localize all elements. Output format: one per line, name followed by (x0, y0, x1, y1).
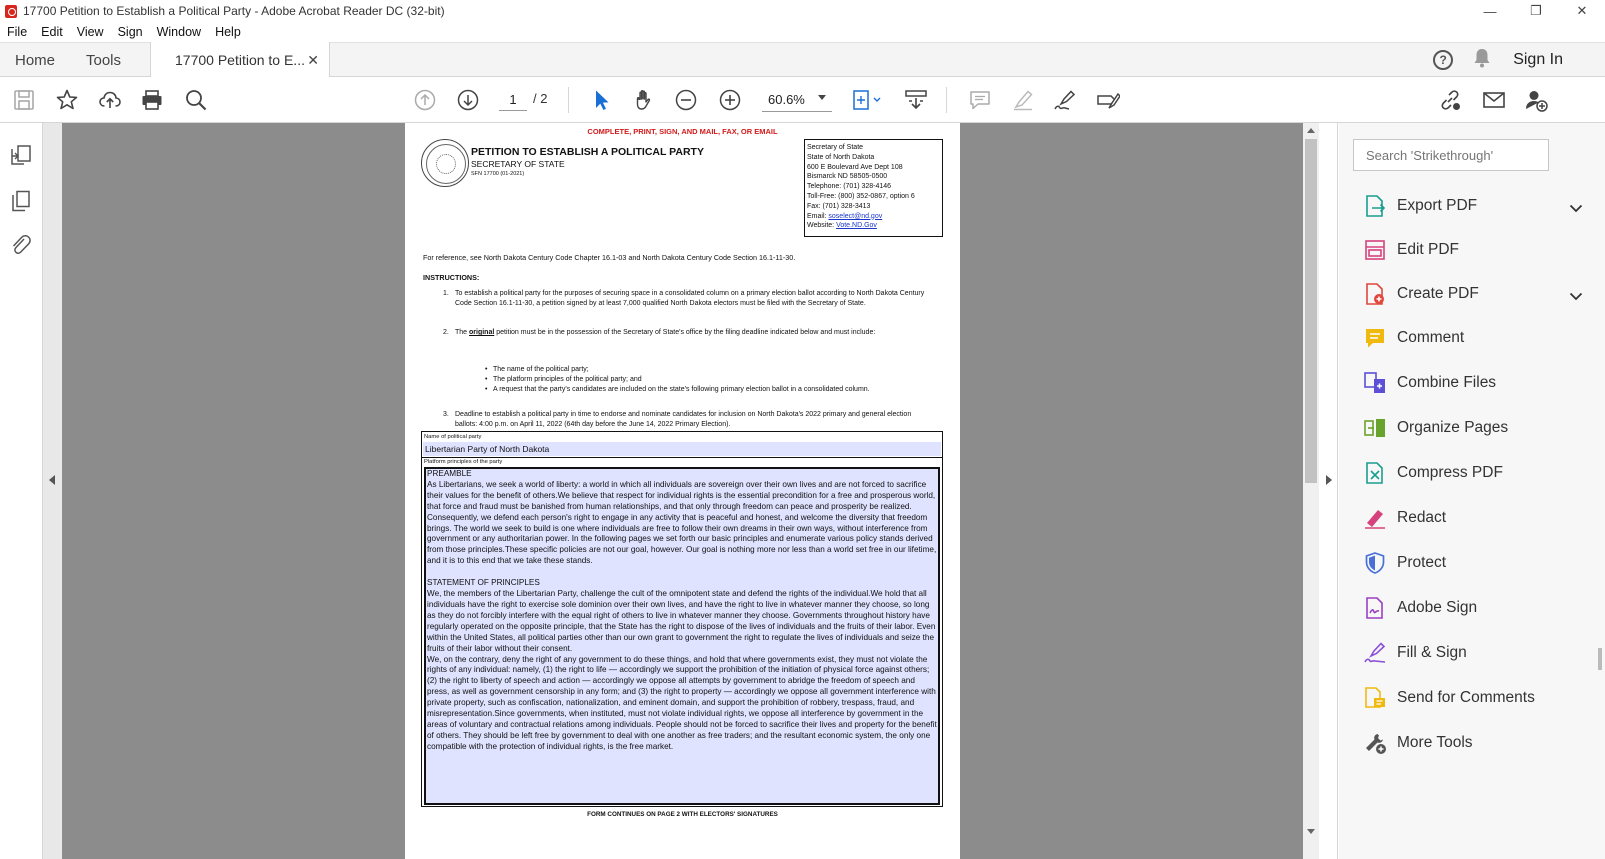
tool-label: Compress PDF (1397, 464, 1503, 481)
adobe-sign-icon (1363, 596, 1387, 620)
scrollbar-thumb[interactable] (1305, 139, 1317, 483)
help-icon[interactable]: ? (1433, 50, 1453, 70)
zoom-level-select[interactable] (762, 88, 832, 112)
tool-label: Send for Comments (1397, 689, 1535, 706)
address-line: Bismarck ND 58505-0500 (807, 173, 888, 181)
page-thumbnails-icon[interactable] (9, 143, 33, 167)
email-label: Email: (807, 212, 829, 220)
share-link-icon[interactable] (1437, 87, 1463, 113)
highlight-pen-icon[interactable] (1010, 87, 1036, 113)
address-line: Toll-Free: (800) 352-0867, option 6 (807, 192, 915, 200)
tool-label: Protect (1397, 554, 1447, 571)
more-tools-icon (1363, 731, 1387, 755)
tool-comment[interactable] (1363, 324, 1583, 352)
chevron-down-icon (818, 95, 826, 100)
tools-search-input[interactable] (1353, 139, 1549, 171)
title-bar (0, 0, 1605, 22)
bullet-item: • A request that the party's candidates are included on the state's following primary election ballot in a consolidated column. (493, 385, 870, 395)
left-navigation-rail (0, 123, 43, 859)
tool-fill-sign[interactable] (1363, 639, 1583, 667)
tool-create-pdf[interactable] (1363, 280, 1583, 308)
bullet-item: • The name of the political party; (493, 365, 589, 375)
tab-bar (0, 42, 1605, 77)
menu-view[interactable]: View (76, 25, 104, 39)
comment-note-icon[interactable] (967, 87, 993, 113)
tool-protect[interactable] (1363, 549, 1583, 577)
page-total: / 2 (533, 91, 548, 106)
address-line: State of North Dakota (807, 153, 875, 161)
combine-files-icon (1363, 371, 1387, 395)
sign-in-button[interactable]: Sign In (1513, 51, 1563, 68)
instruction-emphasis: original (469, 329, 495, 336)
protect-icon (1363, 551, 1387, 575)
website-link[interactable]: Vote.ND.Gov (836, 222, 877, 230)
document-viewport[interactable] (62, 123, 1303, 859)
address-line: Fax: (701) 328-3413 (807, 202, 871, 210)
save-icon[interactable] (11, 87, 37, 113)
website-label: Website: (807, 222, 837, 230)
bell-icon[interactable] (1473, 48, 1491, 73)
tool-label: Adobe Sign (1397, 599, 1478, 616)
pages-icon[interactable] (9, 189, 33, 213)
tool-organize-pages[interactable] (1363, 414, 1583, 442)
toolbar (0, 77, 1605, 123)
vertical-scrollbar[interactable] (1303, 123, 1319, 859)
previous-page-icon[interactable] (412, 87, 438, 113)
form-banner: COMPLETE, PRINT, SIGN, AND MAIL, FAX, OR EMAIL (587, 127, 778, 136)
instruction-number: 2. (443, 329, 449, 336)
party-name-field[interactable]: Libertarian Party of North Dakota (423, 442, 941, 456)
menu-edit[interactable]: Edit (41, 25, 63, 39)
address-box (804, 139, 943, 237)
zoom-in-icon[interactable] (717, 87, 743, 113)
menu-window[interactable]: Window (156, 25, 202, 39)
upload-cloud-icon[interactable] (97, 87, 123, 113)
party-name-label: Name of political party (424, 434, 482, 440)
fill-sign-icon (1363, 641, 1387, 665)
toolbar-divider (946, 87, 947, 113)
tools-panel-scrollbar[interactable] (1598, 648, 1602, 670)
principles-text: We, on the contrary, deny the right of any government to do these things, and hold that where governments exist, they must not violate the rights of any individual: namely, (1) the right to life — accordingly we support the prohibition of the initiation of physical force against others; (2) the right to liberty of speech and action — accordingly we oppose all attempts by government to abridge the freedom of speech and press, as well as government censorship in any form; and (3) the right to property — accordingly we oppose all government interference with private property, such as confiscation, nationalization, and eminent domain, and support the prohibition of robbery, trespass, fraud, and misrepresentation.Since governments, when instituted, must not violate individual rights, we oppose all interference by government in the areas of voluntary and contractual relations among individuals. People should not be forced to sacrifice their lives and property for the benefit of others. They should be left free by government to deal with one another as free traders; and the resultant economic system, the only one compatible with the protection of individual rights, is the free market. (427, 654, 937, 751)
instructions-heading: INSTRUCTIONS: (423, 273, 480, 282)
menu-file[interactable]: File (7, 25, 28, 39)
next-page-icon[interactable] (455, 87, 481, 113)
menu-sign[interactable]: Sign (117, 25, 143, 39)
state-seal-icon (421, 139, 469, 187)
close-window-icon[interactable]: ✕ (1576, 3, 1588, 18)
close-tab-icon[interactable]: ✕ (307, 52, 319, 68)
hand-tool-icon[interactable] (631, 87, 657, 113)
tool-label: Comment (1397, 329, 1465, 346)
instruction-text: petition must be in the possession of the Secretary of State's office by the filing deadline indicated below and must include: (494, 329, 876, 336)
tab-document-label: 17700 Petition to E... (175, 52, 305, 68)
page-number-input[interactable]: 1 (499, 89, 527, 111)
attachments-icon[interactable] (9, 233, 33, 257)
address-line: Telephone: (701) 328-4146 (807, 183, 892, 191)
left-panel-toggle[interactable] (43, 123, 62, 859)
tool-edit-pdf[interactable] (1363, 236, 1583, 264)
redact-icon (1363, 506, 1387, 530)
window-title: 17700 Petition to Establish a Political Party - Adobe Acrobat Reader DC (32-bit) (23, 4, 445, 18)
tool-label: Organize Pages (1397, 419, 1509, 436)
tool-label: Edit PDF (1397, 241, 1460, 258)
select-cursor-icon[interactable] (588, 87, 614, 113)
form-divider (422, 457, 942, 458)
minimize-icon[interactable]: — (1483, 3, 1497, 19)
instruction-item: To establish a political party for the purposes of securing space in a consolidated column on a primary election ballot according to North Dakota Century Code Section 16.1-11-30, a petition signed by at least 7,000 qualified North Dakota electors must be filed with the Secretary of State. (455, 290, 925, 307)
email-icon[interactable] (1481, 87, 1507, 113)
chevron-right-icon (1326, 475, 1332, 485)
platform-label: Platform principles of the party (424, 459, 503, 465)
scroll-up-icon[interactable] (1307, 128, 1315, 133)
page-fit-icon[interactable] (848, 87, 884, 113)
menu-help[interactable]: Help (215, 25, 241, 39)
preamble-text: As Libertarians, we seek a world of liberty: a world in which all individuals are sovereign over their own lives and are not forced to sacrifice their values for the benefit of others.We believe that respect for individual rights is the essential precondition for a free and prosperous world, that force and fraud must be banished from human relationships, and that only through freedom can peace and prosperity be realized. Consequently, we defend each person's right to engage in any activity that is peaceful and honest, and welcome the diversity that freedom brings. The world we seek to build is one where individuals are free to follow their own dreams in their own ways, without interference from government or any authoritarian power. In the following pages we set forth our basic principles and enumerate various policy stands derived from those principles.These specific policies are not our goal, however. Our goal is nothing more nor less than a world set free in our lifetime, and it is to this end that we take these stands. (427, 479, 937, 566)
chevron-down-icon[interactable] (1569, 200, 1583, 218)
edit-text-icon[interactable] (1095, 87, 1121, 113)
compress-pdf-icon (1363, 461, 1387, 485)
organize-pages-icon (1363, 416, 1387, 440)
print-icon[interactable] (139, 87, 165, 113)
chevron-down-icon[interactable] (1569, 288, 1583, 306)
instruction-item: Deadline to establish a political party in time to endorse and nominate candidates for inclusion on North Dakota's 2022 primary and general election ballots: 4:00 p.m. on April 11, 2022 (64th day before the June 14, 2022 Primary Election). (455, 411, 912, 428)
address-line: 600 E Boulevard Ave Dept 108 (807, 163, 903, 171)
add-user-icon[interactable] (1523, 87, 1549, 113)
tool-adobe-sign[interactable] (1363, 594, 1583, 622)
tool-label: Redact (1397, 509, 1447, 526)
bookmark-star-icon[interactable] (54, 87, 80, 113)
tool-label: More Tools (1397, 734, 1473, 751)
address-website (807, 221, 940, 231)
zoom-level-value: 60.6% (768, 92, 805, 107)
restore-icon[interactable]: ❐ (1530, 3, 1542, 18)
acrobat-logo-icon (5, 5, 17, 18)
export-pdf-icon (1363, 194, 1387, 218)
bullet-item: • The platform principles of the political party; and (493, 375, 642, 385)
tool-label: Create PDF (1397, 285, 1479, 302)
party-form-box (421, 431, 943, 807)
zoom-out-icon[interactable] (673, 87, 699, 113)
create-pdf-icon (1363, 282, 1387, 306)
tool-compress-pdf[interactable] (1363, 459, 1583, 487)
tab-home[interactable]: Home (15, 51, 56, 69)
form-subtitle: SECRETARY OF STATE (471, 159, 565, 169)
toolbar-divider (568, 87, 569, 113)
tool-more-tools[interactable] (1363, 729, 1583, 757)
address-line: Secretary of State (807, 144, 864, 151)
right-panel-toggle[interactable] (1319, 123, 1338, 859)
tool-label: Export PDF (1397, 197, 1478, 214)
tool-redact[interactable] (1363, 504, 1583, 532)
window-controls (1467, 0, 1605, 22)
form-number: SFN 17700 (01-2021) (471, 171, 525, 177)
scroll-down-icon[interactable] (1307, 829, 1315, 834)
tool-label: Combine Files (1397, 374, 1497, 391)
chevron-left-icon (49, 475, 55, 485)
tab-tools[interactable]: Tools (86, 51, 122, 69)
principles-text: We, the members of the Libertarian Party, challenge the cult of the omnipotent state and defend the rights of the individual.We hold that all individuals have the right to exercise sole dominion over their own lives, and have the right to live in whatever manner they choose, so long as they do not forcibly interfere with the equal right of others to live in whatever manner they choose. Governments throughout history have regularly operated on the opposite principle, that the State has the right to dispose of the lives of individuals and the fruits of their labor. Even within the United States, all political parties other than our own grant to government the right to regulate the lives of individuals and seize the fruits of their labor without their consent. (427, 589, 936, 653)
tool-export-pdf[interactable] (1363, 192, 1583, 220)
instruction-number: 1. (443, 290, 449, 297)
email-link[interactable]: soselect@nd.gov (828, 212, 883, 220)
tab-document[interactable] (150, 42, 330, 78)
tool-combine-files[interactable] (1363, 369, 1583, 397)
principles-heading: STATEMENT OF PRINCIPLES (427, 578, 540, 588)
reference-text: For reference, see North Dakota Century Code Chapter 16.1-03 and North Dakota Century Code Section 16.1-11-30. (423, 253, 796, 262)
instruction-item (455, 328, 935, 338)
address-email (807, 212, 940, 222)
form-title: PETITION TO ESTABLISH A POLITICAL PARTY (471, 146, 704, 158)
draw-sign-icon[interactable] (1052, 87, 1078, 113)
scroll-mode-icon[interactable] (903, 87, 929, 113)
tool-label: Fill & Sign (1397, 644, 1467, 661)
find-zoom-icon[interactable] (183, 87, 209, 113)
preamble-heading: PREAMBLE (427, 469, 472, 478)
form-footer: FORM CONTINUES ON PAGE 2 WITH ELECTORS' SIGNATURES (587, 811, 778, 818)
pdf-page (405, 123, 960, 859)
edit-pdf-icon (1363, 238, 1387, 262)
platform-principles-field[interactable] (424, 467, 940, 805)
tool-send-for-comments[interactable] (1363, 684, 1583, 712)
comment-icon (1363, 326, 1387, 350)
instruction-text: The (455, 329, 470, 336)
instruction-number: 3. (443, 411, 449, 418)
send-for-comments-icon (1363, 686, 1387, 710)
menu-bar (0, 22, 248, 42)
tools-panel (1339, 123, 1605, 859)
